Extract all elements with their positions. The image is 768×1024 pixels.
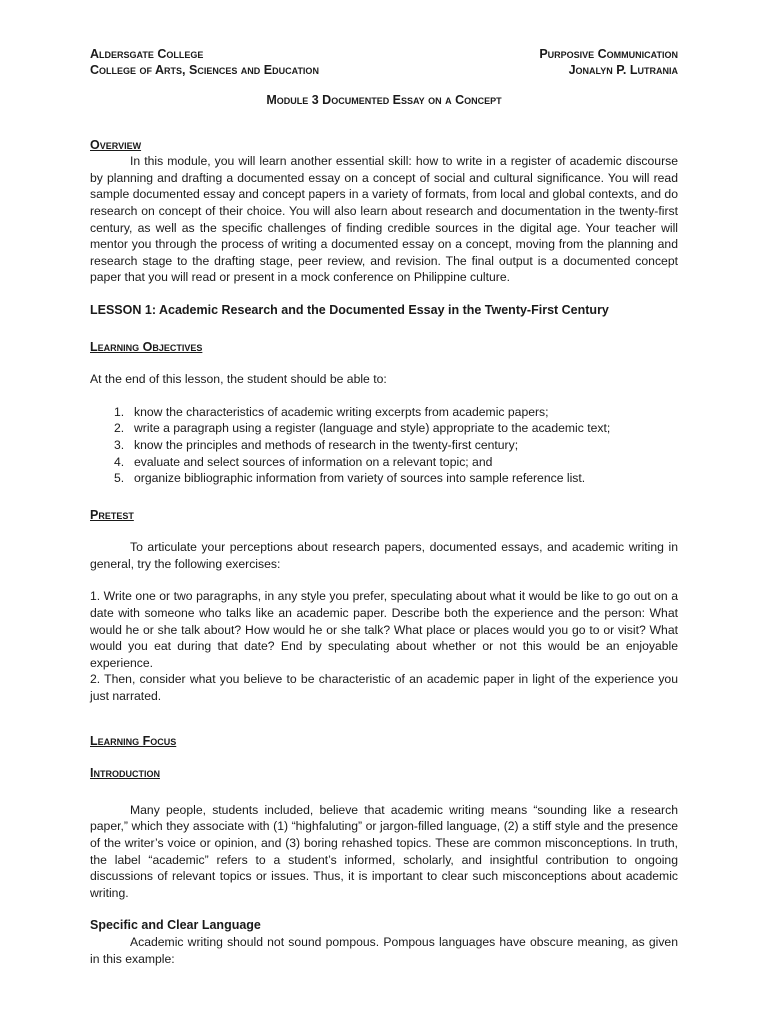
objectives-list <box>90 404 678 487</box>
institution-name: Aldersgate College <box>90 47 204 61</box>
list-item-text: know the characteristics of academic writing excerpts from academic papers; <box>134 404 549 419</box>
list-item <box>90 420 678 437</box>
list-item <box>90 404 678 421</box>
header-left <box>90 46 319 78</box>
pretest-exercise-2: 2. Then, consider what you believe to be characteristic of an academic paper in light of the experience you just narrated. <box>90 672 678 704</box>
list-item-text: organize bibliographic information from variety of sources into sample reference list. <box>134 471 586 486</box>
list-item-text: know the principles and methods of research in the twenty-first century; <box>134 437 519 452</box>
list-item <box>90 454 678 471</box>
objectives-intro: At the end of this lesson, the student should be able to: <box>90 372 387 387</box>
learning-objectives-heading: Learning Objectives <box>90 339 203 354</box>
header-right <box>539 46 678 78</box>
list-item-text: evaluate and select sources of information on a relevant topic; and <box>134 454 493 469</box>
document-page <box>90 46 678 967</box>
pretest-exercise-1: 1. Write one or two paragraphs, in any style you prefer, speculating about what it would be like to go out on a date with someone who talks like an academic paper. Describe both the experience and the person: What would he or she talk about? How would he or she talk? What place or places would you go to or visit? What would you eat during that date? End by speculating about whether or not this would be an enjoyable experience. <box>90 589 678 670</box>
list-item <box>90 470 678 487</box>
pretest-intro: To articulate your perceptions about research papers, documented essays, and academic writing in general, try the following exercises: <box>90 540 678 571</box>
learning-focus-heading: Learning Focus <box>90 733 177 748</box>
instructor-name: Jonalyn P. Lutrania <box>568 63 678 77</box>
list-number: 3. <box>114 437 125 452</box>
overview-paragraph: In this module, you will learn another essential skill: how to write in a register of academic discourse by planning and drafting a documented essay on a concept of social and cultural significance. You will read sample documented essay and concept papers in a variety of formats, from local and global contexts, and do research on concept of their choice. You will also learn about research and documentation in the twenty-first century, as well as the specific challenges of finding credible sources in the digital age. Your teacher will mentor you through the process of writing a documented essay on a concept, moving from the planning and research stage to the drafting stage, peer review, and revision. The final output is a documented concept paper that you will read or present in a mock conference on Philippine culture. <box>90 154 678 285</box>
course-name: Purposive Communication <box>539 47 678 61</box>
specific-language-paragraph: Academic writing should not sound pompous. Pompous languages have obscure meaning, as given in this example: <box>90 934 678 966</box>
lesson-title: LESSON 1: Academic Research and the Documented Essay in the Twenty-First Century <box>90 302 609 317</box>
introduction-heading: Introduction <box>90 766 160 781</box>
overview-heading: Overview <box>90 137 142 152</box>
list-item-text: write a paragraph using a register (language and style) appropriate to the academic text; <box>134 421 611 436</box>
college-name: College of Arts, Sciences and Education <box>90 63 319 77</box>
list-number: 4. <box>114 454 125 469</box>
list-item <box>90 437 678 454</box>
specific-language-heading: Specific and Clear Language <box>90 918 261 933</box>
module-title: Module 3 Documented Essay on a Concept <box>266 93 502 107</box>
page-header <box>90 46 678 78</box>
pretest-heading: Pretest <box>90 507 134 522</box>
list-number: 2. <box>114 421 125 436</box>
list-number: 5. <box>114 471 125 486</box>
list-number: 1. <box>114 404 125 419</box>
introduction-paragraph: Many people, students included, believe that academic writing means “sounding like a research paper,” which they associate with (1) “highfaluting” or jargon-filled language, (2) a stiff style and the presence of the writer’s voice or opinion, and (3) boring rehashed topics. These are common misconceptions. In truth, the label “academic” refers to a student’s informed, scholarly, and insightful contribution to ongoing discussions of relevant topics or issues. Thus, it is important to clear such misconceptions about academic writing. <box>90 802 678 900</box>
